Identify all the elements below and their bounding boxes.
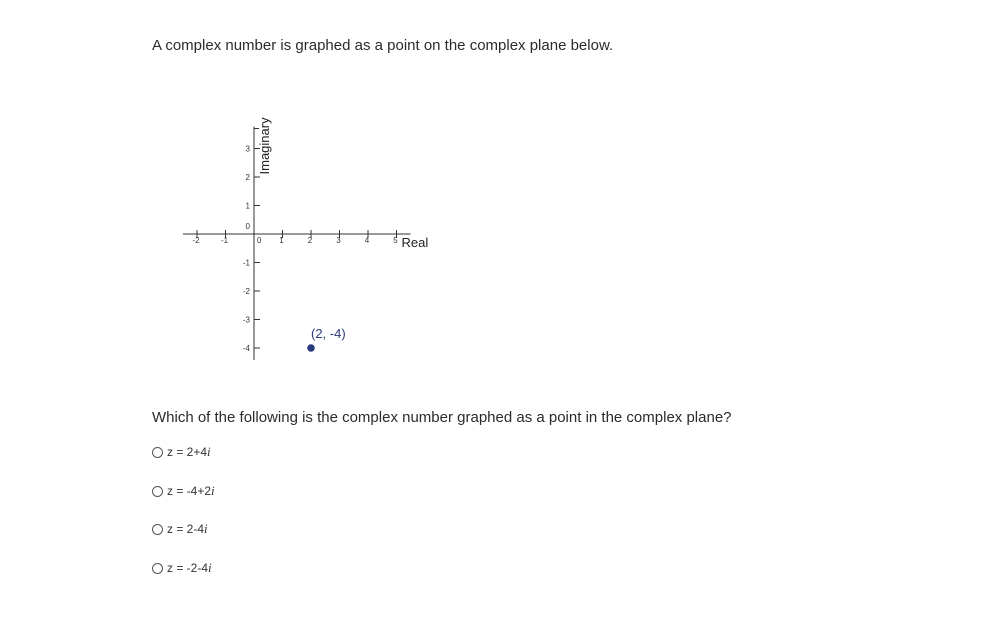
y-tick-label--2: -2: [242, 287, 250, 296]
data-point-label: (2, -4): [311, 326, 346, 341]
option-d[interactable]: [152, 560, 212, 576]
complex-plane-graph: [170, 95, 440, 370]
option-d-radio[interactable]: [152, 563, 163, 574]
y-tick-label-0: 0: [245, 222, 250, 231]
x-tick-label-2: 2: [307, 236, 313, 245]
x-axis-label: Real: [401, 235, 429, 250]
option-c-radio[interactable]: [152, 524, 163, 535]
option-d-label: z = -2-4i: [167, 560, 212, 575]
option-b-radio[interactable]: [152, 486, 163, 497]
x-tick-label--1: -1: [220, 236, 229, 245]
option-b[interactable]: [152, 483, 215, 499]
x-tick-label-4: 4: [364, 236, 370, 245]
option-c[interactable]: [152, 521, 208, 537]
x-tick-label--2: -2: [192, 236, 200, 245]
x-tick-label-3: 3: [336, 236, 341, 245]
x-tick-label-1: 1: [279, 236, 284, 245]
option-c-label: z = 2-4i: [167, 521, 208, 536]
y-tick-label--3: -3: [242, 315, 250, 325]
y-tick-label-2: 2: [245, 173, 250, 182]
data-point: [307, 344, 315, 352]
y-tick-label-1: 1: [245, 201, 250, 211]
y-axis-label: Imaginary: [257, 117, 272, 175]
option-b-label: z = -4+2i: [167, 483, 215, 498]
option-a-label: z = 2+4i: [167, 444, 211, 459]
y-tick-label-3: 3: [245, 144, 250, 154]
x-tick-label-0: 0: [257, 236, 262, 245]
option-a-radio[interactable]: [152, 447, 163, 458]
question-text: Which of the following is the complex number graphed as a point in the complex plane?: [152, 409, 732, 426]
x-tick-label-5: 5: [393, 236, 398, 245]
y-tick-label--4: -4: [242, 344, 250, 353]
option-a[interactable]: [152, 444, 211, 460]
y-tick-label--1: -1: [242, 258, 250, 268]
prompt-text: A complex number is graphed as a point on the complex plane below.: [152, 37, 614, 54]
